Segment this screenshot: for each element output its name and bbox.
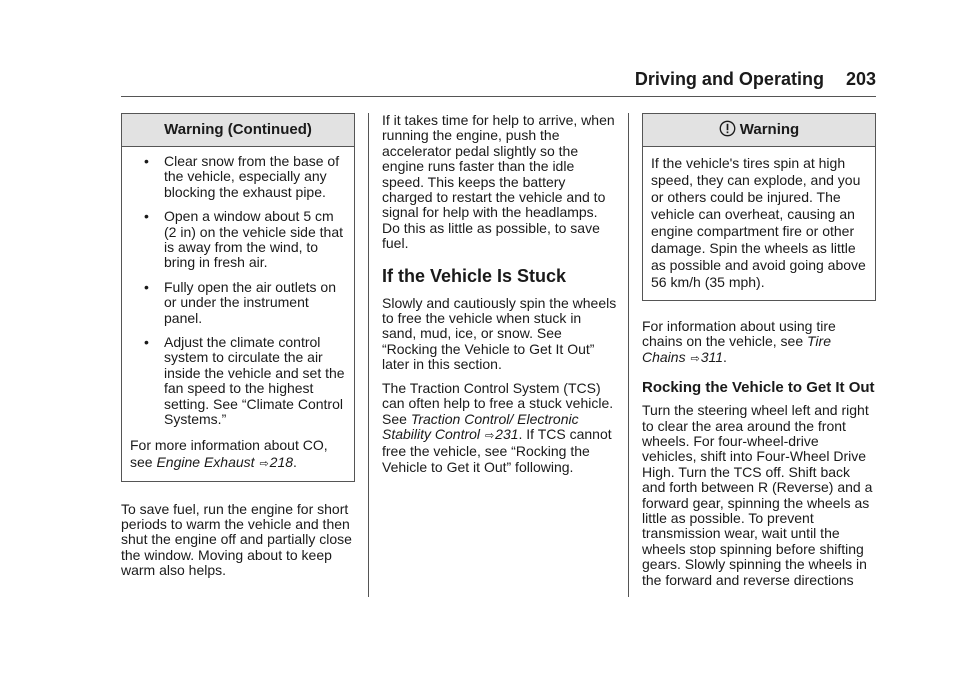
section-heading-stuck: If the Vehicle Is Stuck	[382, 265, 567, 286]
column-divider-2	[628, 113, 629, 597]
traction-control-link[interactable]: Traction Control/ Electronic Stability Control	[382, 410, 579, 442]
bullet-item	[130, 154, 346, 200]
section-heading-rocking: Rocking the Vehicle to Get It Out	[642, 379, 875, 397]
page-ref-311[interactable]: 311	[700, 348, 724, 365]
spin-wheels-paragraph: Slowly and cautiously spin the wheels to free the vehicle when stuck in sand, mud, ice, or snow. See “Rocking the Vehicle to Get It Out” later in this section.	[382, 294, 617, 373]
bullet-text: Clear snow from the base of the vehicle, especially any blocking the exhaust pipe.	[164, 153, 340, 200]
bullet-dot: •	[144, 208, 149, 225]
tcs-text: The Traction Control System (TCS) can often help to free a stuck vehicle. See	[382, 379, 614, 427]
bullet-dot: •	[144, 153, 149, 169]
column-1	[121, 113, 355, 587]
warning-icon	[719, 120, 736, 137]
bullet-text: Adjust the climate control system to circulate the air inside the vehicle and set the fan speed to the highest setting. See “Climate Control Systems.”	[164, 334, 345, 428]
warning-body: If the vehicle's tires spin at high speed, they can explode, and you or others could be injured. The vehicle can overheat, causing an engine compartment fire or other damage. Spin the wheels as little as possible and avoid going above 56 km/h (35 mph).	[651, 155, 866, 290]
bullet-text: Open a window about 5 cm (2 in) on the vehicle side that is away from the wind, to bring in fresh air.	[164, 208, 343, 271]
bullet-item	[130, 335, 346, 427]
page-number: 203	[845, 69, 876, 89]
column-divider-1	[368, 113, 369, 597]
page-ref-218[interactable]: 218	[269, 453, 294, 470]
page-arrow-icon: ⇨	[484, 429, 495, 442]
bullet-item	[130, 209, 346, 271]
tcs-text-end: . If TCS cannot free the vehicle, see “Rocking the Vehicle to Get it Out” following.	[382, 425, 612, 475]
save-fuel-paragraph: To save fuel, run the engine for short periods to warm the vehicle and then shut the engine off and partially close the window. Moving about to keep warm also helps.	[121, 500, 352, 579]
page-header	[0, 68, 876, 90]
warning-title-text: Warning	[739, 121, 800, 138]
header-divider	[121, 96, 876, 97]
bullet-item	[130, 280, 346, 326]
warning-continued-body	[122, 147, 354, 481]
tcs-paragraph	[382, 381, 618, 475]
warning-box	[642, 113, 876, 301]
tire-chains-period: .	[723, 348, 727, 365]
tire-chains-text: For information about using tire chains on the vehicle, see	[642, 318, 836, 350]
warning-continued-box	[121, 113, 355, 482]
bullet-text: Fully open the air outlets on or under the instrument panel.	[164, 278, 336, 326]
warning-title	[643, 114, 875, 147]
tire-chains-paragraph	[642, 319, 876, 367]
section-title: Driving and Operating	[634, 69, 824, 89]
help-arrive-paragraph: If it takes time for help to arrive, when running the engine, push the accelerator pedal slightly so the engine runs faster than the idle speed. This keeps the battery charged to restart the vehicle and to signal for help with the headlamps. Do this as little as possible, to save fuel.	[382, 112, 615, 252]
bullet-dot: •	[144, 334, 149, 351]
rocking-paragraph: Turn the steering wheel left and right to clear the area around the front wheels. For four-wheel-drive vehicles, shift into Four-Wheel Drive High. Turn the TCS off. Shift back and forth between R (Reverse) and a forward gear, spinning the wheels as little as possible. To prevent transmission wear, wait until the wheels stop spinning before shifting gears. Slowly spinning the wheels in the forward and reverse directions	[642, 402, 873, 588]
column-3	[642, 113, 876, 596]
warning-continued-title: Warning (Continued)	[122, 114, 354, 147]
co-note-period: .	[293, 453, 297, 470]
tire-chains-link[interactable]: Tire Chains	[642, 333, 831, 365]
bullet-dot: •	[144, 278, 149, 295]
column-2	[382, 113, 618, 483]
page-ref-231[interactable]: 231	[495, 425, 519, 442]
co-note-text: For more information about CO, see	[130, 436, 328, 470]
co-note	[130, 437, 346, 473]
engine-exhaust-link[interactable]: Engine Exhaust	[156, 453, 255, 470]
page-arrow-icon: ⇨	[259, 457, 269, 470]
page-arrow-icon: ⇨	[690, 352, 700, 365]
